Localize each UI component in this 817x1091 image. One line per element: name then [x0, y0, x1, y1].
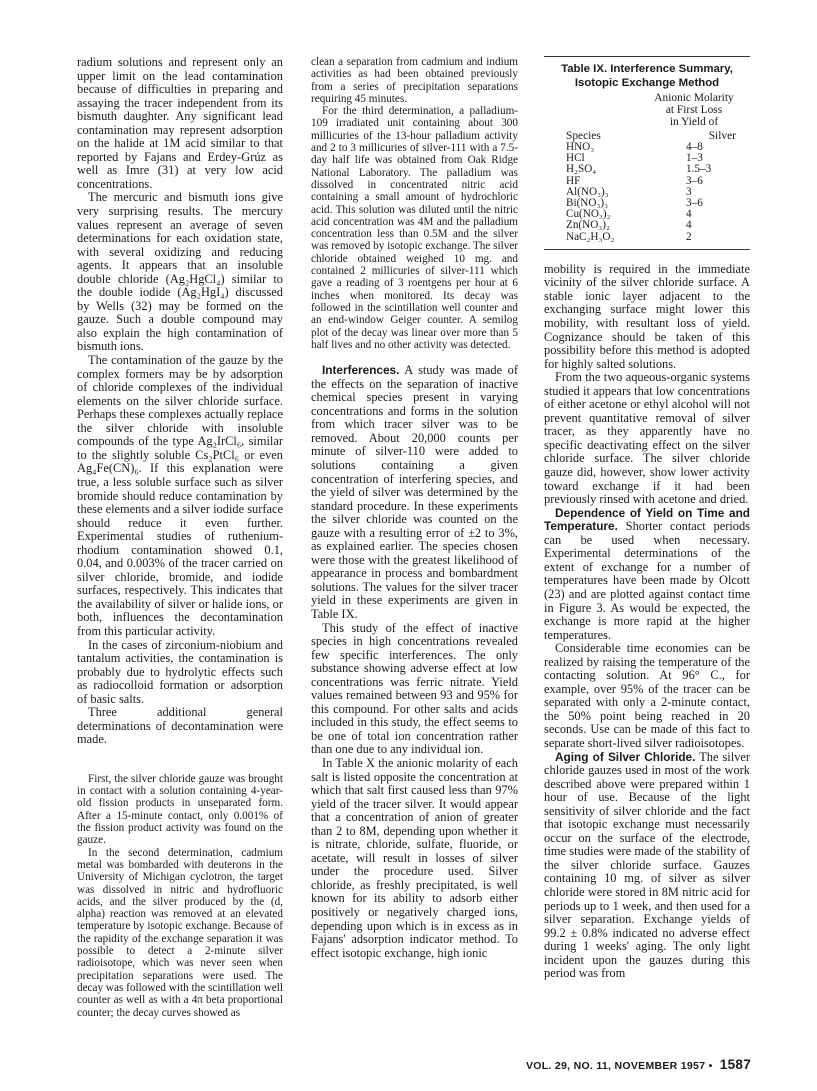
paragraph: In Table X the anionic molarity of each salt is listed opposite the concentration at which that salt first caused less than 97% yield of the tracer silver. It would appear that a concentration of anion of greater than 2 to 8M, depending upon whether it is nitrate, chloride, sulfate, fluoride, or acetate, will result in losses of silver under the procedure used. Silver chloride, as freshly precipitated, is well known for its ability to adsorb either positively or negatively charged ions, depending upon which is in excess as in Fajans' adsorption indicator method. To effect isotopic exchange, high ionic — [311, 755, 518, 960]
paragraph-text: A study was made of the effects on the separation of inactive chemical species present in varying concentrations and forms in the solution from which tracer silver was to be removed. About 20,000 counts per minute of silver-110 were added to solutions containing a given concentration of interfering species, and the yield of silver was determined by the standard procedure. In these experiments the silver chloride was counted on the gauze with a resulting error of ±2 to 3%, as explained earlier. The species chosen were those with the greatest likelihood of appearance in process and bombardment solutions. The values for the silver tracer yield in these experiments are given in Table IX. — [311, 363, 518, 621]
paragraph: From the two aqueous-organic systems studied it appears that low concentrations of either acetone or ethyl alcohol will not prevent quantitative removal of silver tracer, as they apparently have no specific deactivating effect on the silver chloride surface. The silver chloride gauze did, however, show lower activity toward exchange if it had been previously rinsed with acetone and dried. — [544, 370, 750, 507]
table-row — [566, 220, 746, 231]
column-header-species: Species — [566, 130, 601, 142]
table-ix — [544, 56, 750, 250]
page-number: 1587 — [719, 1057, 751, 1072]
paragraph: For the third determination, a palladium-109 irradiated unit containing about 300 millicuries of the 13-hour palladium activity and 2 to 3 millicuries of silver-111 with a 7.5-day half life was obtained from Oak Ridge National Laboratory. The palladium was dissolved in concentrated nitric acid containing a small amount of hydrochloric acid. This solution was diluted until the nitric acid concentration was 4M and the palladium concentration less than 0.5M and the silver was removed by isotopic exchange. The silver chloride obtained weighed 10 mg. and contained 2 millicuries of silver-111 which gave a reading of 3 roentgens per hour at 6 inches when monitored. Its decay was followed in the scintillation well counter and an end-window Geiger counter. A semilog plot of the decay was linear over more than 5 half lives and no other activity was detected. — [311, 105, 519, 351]
column-right — [544, 56, 750, 981]
paragraph: clean a separation from cadmium and indium activities as had been obtained previously from a series of precipitation separations requiring 45 minutes. — [311, 56, 518, 105]
molarity-cell: 4 — [686, 219, 692, 232]
table-title: Table IX. Interference Summary, — [561, 63, 733, 75]
table-row — [566, 164, 746, 175]
table-row — [566, 142, 746, 153]
paragraph: mobility is required in the immediate vicinity of the silver chloride surface. A stable ionic layer adjacent to the exchanging surface might lower this mobility, with resultant loss of yield. Cognizance should be taken of this possibility before this method is adopted for highly salted solutions. — [544, 261, 750, 371]
paragraph: Dependence of Yield on Time and Temperature. Shorter contact periods can be used when necessary. Experimental determinations of the extent of exchange for a number of temperatures have been made by Olcott (23) and are plotted against contact time in Figure 3. As would be expected, the exchange is more rapid at the higher temperatures. — [544, 505, 750, 642]
page-footer — [526, 1057, 751, 1072]
molarity-cell: 4–8 — [686, 141, 703, 153]
species-cell: HF — [566, 174, 581, 187]
journal-info: VOL. 29, NO. 11, NOVEMBER 1957 — [525, 1060, 706, 1072]
paragraph: radium solutions and represent only an upper limit on the lead contamination because of difficulties in preparing and assaying the tracer independent from its bismuth daughter. Any significant lead contamination may represent adsorption on the halide at 1M acid similar to that reported by Fajans and Erdey-Grúz as well as Imre (31) at very low acid concentrations. — [77, 55, 283, 191]
molarity-cell: 3–6 — [686, 197, 703, 210]
molarity-cell: 4 — [686, 208, 692, 221]
paragraph: In the second determination, cadmium metal was bombarded with deuterons in the University of Michigan cyclotron, the target was dissolved in nitric and hydrofluoric acids, and the silver produced by the (d, alpha) reaction was removed at an elevated temperature by isotopic exchange. Because of the rapidity of the exchange separation it was possible to detect a 2-minute silver radioisotope, which was never seen when precipitation separations were used. The decay was followed with the scintillation well counter as well as with a 4π beta proportional counter; the decay curves showed as — [77, 846, 283, 1019]
species-cell: Cu(NO₃)₂ — [566, 208, 611, 221]
table-subtitle: Isotopic Exchange Method — [574, 76, 720, 89]
species-cell: NaC₂H₃O₂ — [566, 230, 615, 243]
column-header-value: Anionic Molarity at First Loss in Yield of — [654, 92, 734, 128]
column-left — [77, 56, 283, 1019]
paragraph: The contamination of the gauze by the complex formers may be by adsorption of chloride complexes of the individual elements on the silver chloride surface. Perhaps these complexes actually replace the silver chloride with insoluble compounds of the type Ag₂IrCl₆, similar to the slightly soluble Cs₂PtCl₆ or even Ag₄Fe(CN)₆. If this explanation were true, a less soluble surface such as silver bromide should reduce contamination by these elements and a silver iodide surface should reduce it even further. Experimental studies of ruthenium-rhodium contamination showed 0.1, 0.04, and 0.003% of the tracer carried on silver chloride, bromide, and iodide surfaces, respectively. This indicates that the availability of silver or halide ions, or both, influences the decontamination from this particular activity. — [77, 353, 283, 638]
column-middle — [311, 56, 518, 960]
paragraph: This study of the effect of inactive species in high concentrations revealed few specific interferences. The only substance showing adverse effect at low concentrations was ferric nitrate. Yield values remained between 93 and 95% for this compound. For other salts and acids included in this study, the effect seems to be one of total ion concentration rather than one due to any individual ion. — [311, 620, 518, 757]
column-header-silver: Silver — [708, 130, 736, 142]
species-cell: Zn(NO₃)₂ — [566, 219, 610, 232]
molarity-cell: 3–6 — [686, 174, 703, 187]
species-cell: HNO₃ — [566, 141, 595, 153]
molarity-cell: 2 — [686, 230, 692, 243]
table-row — [566, 232, 746, 243]
species-cell: Al(NO₃)₃ — [566, 185, 609, 198]
species-cell: HCl — [566, 152, 585, 165]
section-heading: Dependence of Yield on Time and Temperature. — [544, 505, 750, 534]
section-heading: Aging of Silver Chloride. — [555, 749, 696, 764]
paragraph: Aging of Silver Chloride. The silver chloride gauzes used in most of the work described above were prepared within 1 hour of use. Because of the light sensitivity of silver chloride and the fact that isotopic exchange must necessarily occur on the surface of the electrode, time studies were made of the stability of the silver chloride surface. Gauzes containing 10 mg. of silver as silver chloride were stored in 8M nitric acid for periods up to 1 week, and then used for a silver separation. Exchange yields of 99.2 ± 0.8% indicated no adverse effect during 1 weeks' aging. The only light incident upon the gauzes during this period was from — [544, 749, 751, 981]
species-cell: H₂SO₄ — [566, 163, 597, 176]
paragraph — [311, 364, 518, 621]
paragraph: Considerable time economies can be realized by raising the temperature of the contacting solution. At 96° C., for example, over 95% of the tracer can be separated with only a 2-minute contact, the 50% point being reached in 20 seconds. Use can be made of this fact to separate short-lived silver radioisotopes. — [544, 641, 750, 750]
table-body — [566, 142, 746, 243]
paragraph: The mercuric and bismuth ions give very surprising results. The mercury values represent an average of seven determinations for each oxidation state, with several oxidizing and reducing agents. It appears that an insoluble double chloride (Ag₂HgCl₄) similar to the double iodide (Ag₂HgI₄) discussed by Wells (32) may be formed on the gauze. Such a double compound may also explain the high contamination of bismuth ions. — [77, 190, 283, 354]
molarity-cell: 3 — [686, 185, 692, 198]
paragraph: Three additional general determinations of decontamination were made. — [77, 705, 283, 747]
section-heading: Interferences. — [322, 363, 400, 378]
molarity-cell: 1.5–3 — [686, 163, 712, 176]
paragraph: First, the silver chloride gauze was brought in contact with a solution containing 4-year-old fission products in unseparated form. After a 15-minute contact, only 0.001% of the fission product activity was found on the gauze. — [77, 772, 283, 847]
molarity-cell: 1–3 — [686, 152, 703, 165]
bullet: • — [708, 1060, 713, 1072]
species-cell: Bi(NO₃)₃ — [566, 197, 608, 210]
paragraph: In the cases of zirconium-niobium and tantalum activities, the contamination is probably due to hydrolytic effects such as radiocolloid formation or adsorption of basic salts. — [77, 637, 283, 706]
